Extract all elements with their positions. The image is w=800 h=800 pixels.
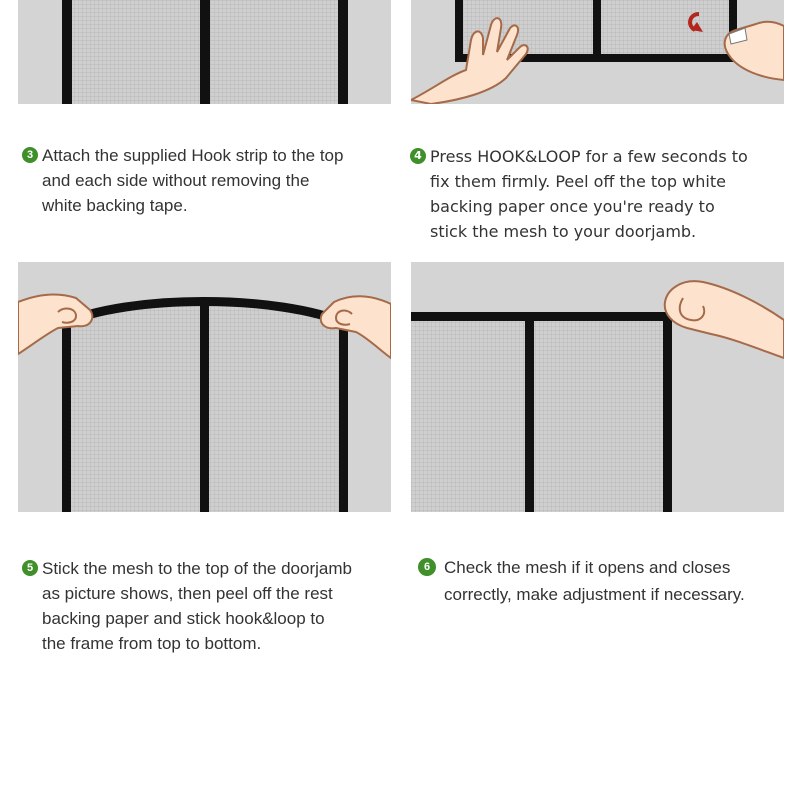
step-3-line-1: Attach the supplied Hook strip to the top xyxy=(42,146,344,165)
hand-press-icon xyxy=(411,262,784,512)
step-6-line-1: Check the mesh if it opens and closes xyxy=(444,558,731,577)
step-5-line-1: Stick the mesh to the top of the doorjamb xyxy=(42,559,352,578)
illustration-step-6 xyxy=(411,262,784,512)
step-4-badge: 4 xyxy=(410,148,426,164)
step-4-text xyxy=(410,144,748,244)
step-6-line-2: correctly, make adjustment if necessary. xyxy=(444,585,745,604)
step-4-line-1: Press HOOK&LOOP for a few seconds to xyxy=(430,147,748,166)
step-4-line-3: backing paper once you're ready to xyxy=(430,197,715,216)
step-5-text xyxy=(22,556,352,656)
illustration-step-5 xyxy=(18,262,391,512)
step-4-line-2: fix them firmly. Peel off the top white xyxy=(430,172,726,191)
step-3-line-3: white backing tape. xyxy=(42,196,188,215)
step-5-line-2: as picture shows, then peel off the rest xyxy=(42,584,333,603)
hands-stretch-icon xyxy=(18,262,391,512)
illustration-top-right xyxy=(411,0,784,104)
step-4-line-4: stick the mesh to your doorjamb. xyxy=(430,222,697,241)
step-5-line-3: backing paper and stick hook&loop to xyxy=(42,609,325,628)
step-5-badge: 5 xyxy=(22,560,38,576)
step-3-text xyxy=(22,143,343,218)
illustration-top-left xyxy=(18,0,391,104)
hand-peel-icon xyxy=(411,0,784,104)
step-5-line-4: the frame from top to bottom. xyxy=(42,634,262,653)
step-6-badge: 6 xyxy=(418,558,436,576)
step-3-line-2: and each side without removing the xyxy=(42,171,310,190)
step-6-text xyxy=(418,554,745,608)
step-3-badge: 3 xyxy=(22,147,38,163)
mesh-door-icon xyxy=(18,0,391,104)
